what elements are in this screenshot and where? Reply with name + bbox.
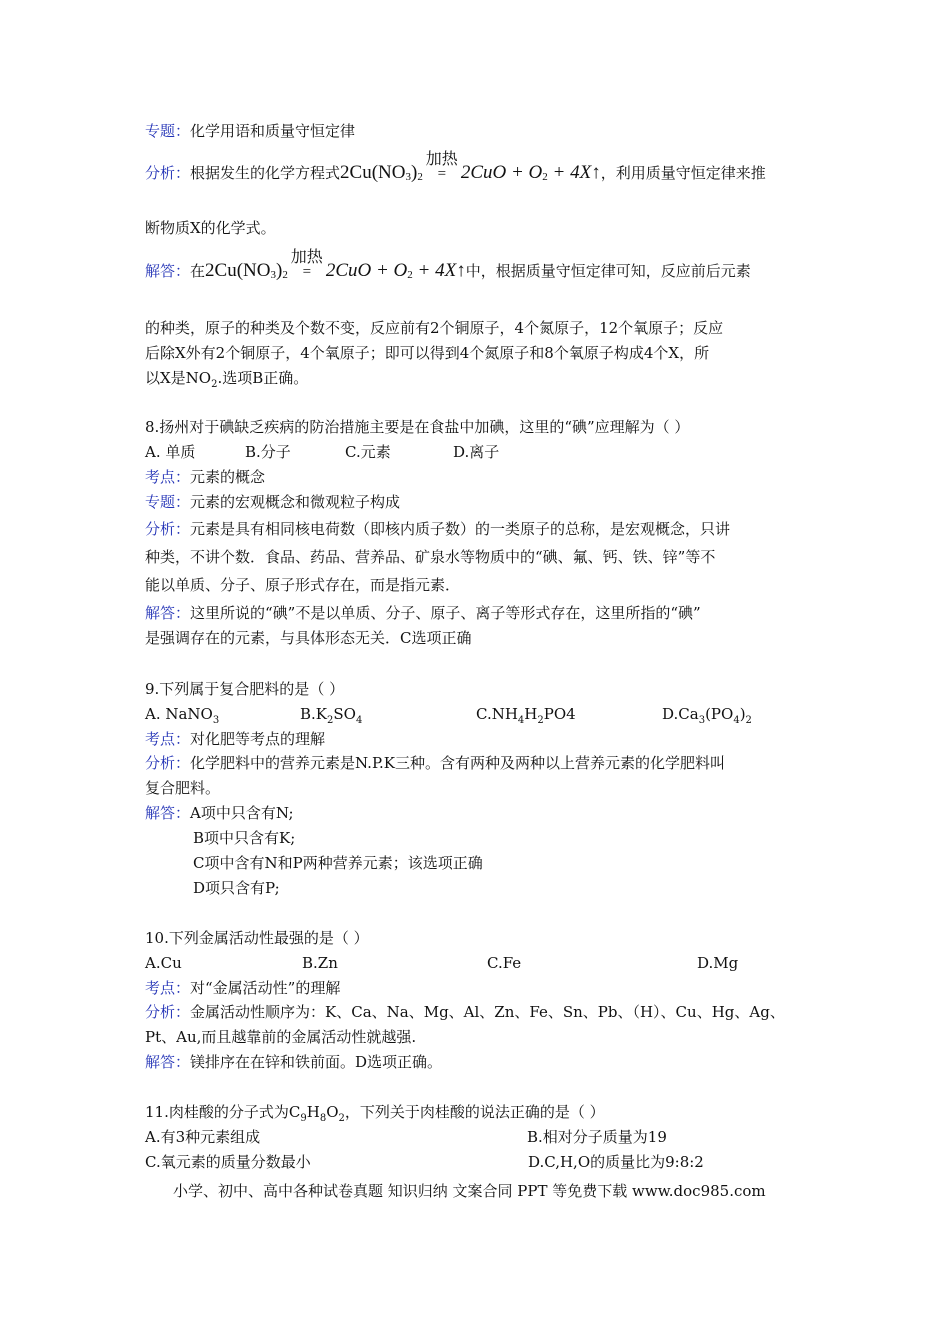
zhuanti-label: 专题： — [145, 122, 191, 140]
q9-jieda-line3: C项中含有N和P两种营养元素；该选项正确 — [193, 854, 483, 872]
q9-jieda-line2: B项中只含有K; — [193, 829, 296, 847]
q9-option-a: A. NaNO$_3$ — [145, 705, 220, 726]
q9-fenxi-line2: 复合肥料。 — [145, 779, 221, 797]
q8-jieda-line2: 是强调存在的元素，与具体形态无关．C选项正确 — [145, 629, 472, 647]
q9-jieda: 解答：A项中只含有N; — [145, 804, 294, 822]
q7-zhuanti: 专题：化学用语和质量守恒定律 — [145, 122, 356, 140]
q10-stem: 10.下列金属活动性最强的是（ ） — [145, 929, 369, 947]
q9-option-d: $D.Ca_3(PO_4)_2$ — [662, 705, 752, 726]
jieda-label: 解答： — [145, 262, 191, 280]
q9-jieda-line4: D项只含有P; — [193, 879, 280, 897]
chemical-equation: 2Cu(NO3)2 加热 = 2CuO + O2 + 4X↑ — [340, 162, 601, 183]
q8-zhuanti: 专题：元素的宏观概念和微观粒子构成 — [145, 493, 401, 511]
reaction-condition: 加热 = — [425, 149, 458, 182]
q10-option-b: B.Zn — [302, 954, 338, 972]
q10-option-d: D.Mg — [697, 954, 739, 972]
q10-kaodian: 考点：对“金属活动性”的理解 — [145, 979, 341, 997]
chemical-equation-2: 2Cu(NO3)2 加热 = 2CuO + O2 + 4X↑ — [205, 260, 466, 281]
q10-fenxi: 分析：金属活动性顺序为：K、Ca、Na、Mg、Al、Zn、Fe、Sn、Pb、（H）、Cu、Hg、Ag、 — [145, 1003, 785, 1021]
reaction-condition-2: 加热 = — [290, 247, 323, 280]
q7-jieda: 解答：在2Cu(NO3)2 加热 = 2CuO + O2 + 4X↑中，根据质量守恒定律可知，反应前后元素 — [145, 258, 751, 288]
q11-option-a: A.有3种元素组成 — [145, 1128, 261, 1146]
q11-stem: 11.肉桂酸的分子式为$C_9H_8O_2$，下列关于肉桂酸的说法正确的是（ ） — [145, 1103, 605, 1124]
q9-kaodian: 考点：对化肥等考点的理解 — [145, 730, 326, 748]
q11-option-c: C.氧元素的质量分数最小 — [145, 1153, 311, 1171]
q7-fenxi: 分析：根据发生的化学方程式2Cu(NO3)2 加热 = 2CuO + O2 + 4X↑，利用质量守恒定律来推 — [145, 160, 766, 190]
q10-option-a: A.Cu — [145, 954, 182, 972]
q8-jieda: 解答：这里所说的“碘”不是以单质、分子、原子、离子等形式存在，这里所指的“碘” — [145, 604, 701, 622]
q8-option-d: D.离子 — [453, 443, 500, 461]
q7-fenxi-line2: 断物质X的化学式。 — [145, 219, 276, 237]
q10-fenxi-line2: Pt、Au,而且越靠前的金属活动性就越强. — [145, 1028, 417, 1046]
q7-jieda-line3: 后除X外有2个铜原子，4个氧原子；即可以得到4个氮原子和8个氧原子构成4个X，所 — [145, 344, 710, 362]
q9-fenxi: 分析：化学肥料中的营养元素是N.P.K三种。含有两种及两种以上营养元素的化学肥料叫 — [145, 754, 725, 772]
q11-option-b: B.相对分子质量为19 — [527, 1128, 667, 1146]
q8-fenxi: 分析：元素是具有相同核电荷数（即核内质子数）的一类原子的总称，是宏观概念，只讲 — [145, 520, 731, 538]
q8-kaodian: 考点：元素的概念 — [145, 468, 266, 486]
q7-jieda-line2: 的种类，原子的种类及个数不变，反应前有2个铜原子，4个氮原子，12个氧原子；反应 — [145, 319, 724, 337]
q9-stem: 9.下列属于复合肥料的是（ ） — [145, 680, 345, 698]
q9-option-c: $C.NH_4H_2PO4$ — [476, 705, 576, 726]
q10-jieda: 解答：镁排序在在锌和铁前面。D选项正确。 — [145, 1053, 443, 1071]
q8-fenxi-line3: 能以单质、分子、原子形式存在，而是指元素． — [145, 576, 461, 594]
page-footer: 小学、初中、高中各种试卷真题 知识归纳 文案合同 PPT 等免费下载 www.doc985.com — [173, 1182, 766, 1200]
q8-fenxi-line2: 种类，不讲个数．食品、药品、营养品、矿泉水等物质中的“碘、氟、钙、铁、锌”等不 — [145, 548, 716, 566]
q8-option-b: B.分子 — [245, 443, 291, 461]
q8-option-c: C.元素 — [345, 443, 391, 461]
q7-jieda-line4: 以X是$NO_2$.选项B正确。 — [145, 369, 309, 390]
q8-option-a: A. 单质 — [145, 443, 196, 461]
q8-stem: 8.扬州对于碘缺乏疾病的防治措施主要是在食盐中加碘，这里的“碘”应理解为（ ） — [145, 418, 690, 436]
fenxi-label: 分析： — [145, 164, 191, 182]
q10-option-c: C.Fe — [487, 954, 522, 972]
q9-option-b: $B.K_2SO_4$ — [300, 705, 363, 726]
q11-option-d: D.C,H,O的质量比为9:8:2 — [528, 1153, 704, 1171]
